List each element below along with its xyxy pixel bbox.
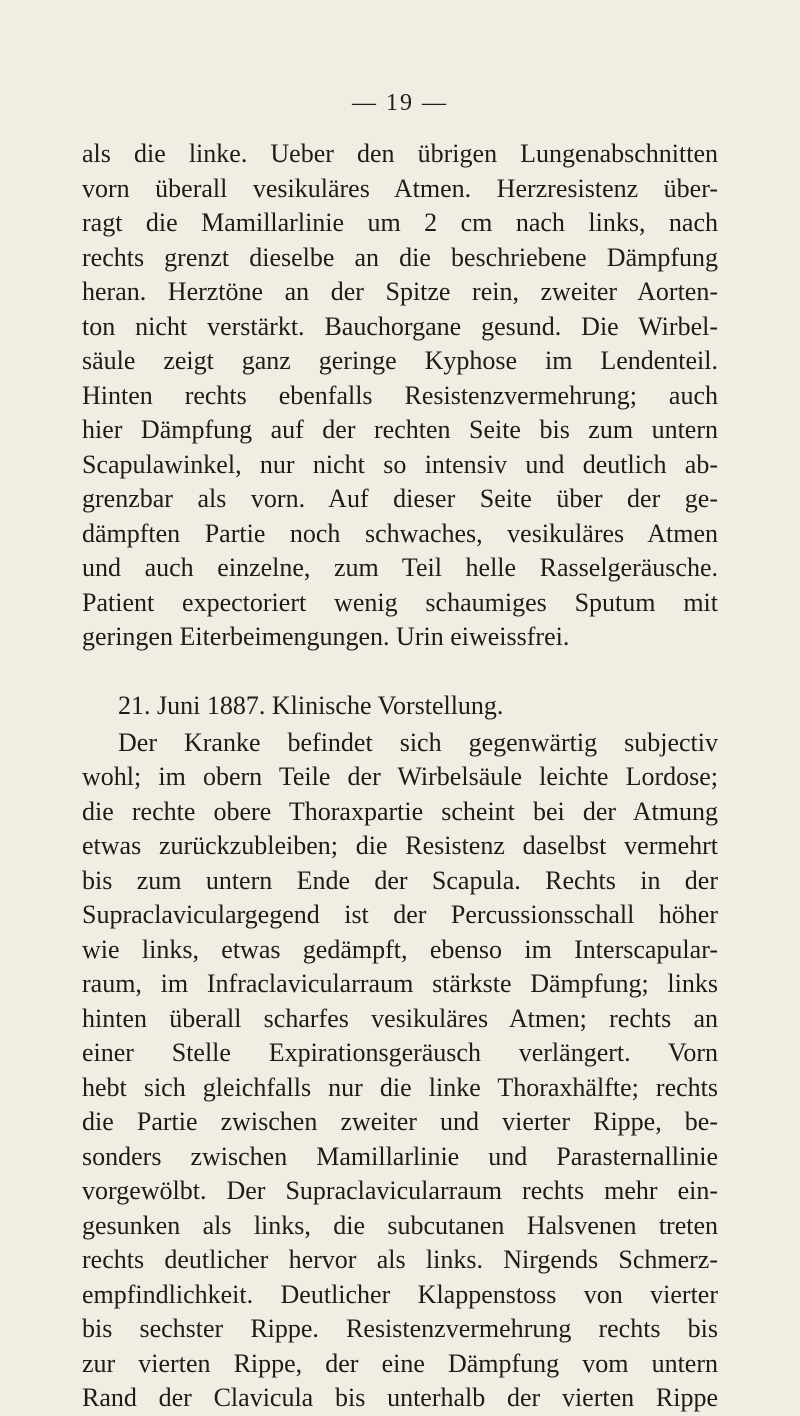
- text-line: Supraclaviculargegend ist der Percussionsschall höher: [82, 900, 718, 929]
- text-line: einer Stelle Expirationsgeräusch verlängert. Vorn: [82, 1038, 718, 1067]
- text-line: Scapulawinkel, nur nicht so intensiv und deutlich ab-: [82, 449, 718, 479]
- text-line: gesunken als links, die subcutanen Halsvenen treten: [82, 1210, 718, 1240]
- text-line: raum, im Infraclavicularraum stärkste Dämpfung; links: [82, 969, 718, 998]
- text-line: bis zum untern Ende der Scapula. Rechts in der: [82, 865, 718, 895]
- text-line: Hinten rechts ebenfalls Resistenzvermehrung; auch: [82, 380, 718, 410]
- text-line: empfindlichkeit. Deutlicher Klappenstoss von vierter: [82, 1279, 718, 1309]
- text-line: zur vierten Rippe, der eine Dämpfung vom untern: [82, 1348, 718, 1378]
- text-line: dämpften Partie noch schwaches, vesikuläres Atmen: [82, 518, 718, 548]
- text-line: die Partie zwischen zweiter und vierter Rippe, be-: [82, 1107, 718, 1136]
- text-line: säule zeigt ganz geringe Kyphose im Lendenteil.: [82, 346, 718, 375]
- text-line: und auch einzelne, zum Teil helle Rasselgeräusche.: [82, 553, 718, 582]
- text-line: die rechte obere Thoraxpartie scheint bei der Atmung: [82, 796, 718, 826]
- text-line: Rand der Clavicula bis unterhalb der vierten Rippe: [82, 1383, 718, 1412]
- text-line: hier Dämpfung auf der rechten Seite bis zum untern: [82, 415, 718, 444]
- text-line: rechts deutlicher hervor als links. Nirgends Schmerz-: [82, 1245, 718, 1274]
- text-line: vorgewölbt. Der Supraclavicularraum rechts mehr ein-: [82, 1176, 718, 1205]
- paragraph-continued: [82, 137, 718, 655]
- page-number: — 19 —: [352, 90, 448, 116]
- text-line: hinten überall scharfes vesikuläres Atmen; rechts an: [82, 1003, 718, 1033]
- text-line: rechts grenzt dieselbe an die beschriebene Dämpfung: [82, 242, 718, 272]
- text-line: vorn überall vesikuläres Atmen. Herzresistenz über-: [82, 173, 718, 203]
- section-clinical-presentation: [82, 689, 718, 1416]
- text-line: hebt sich gleichfalls nur die linke Thoraxhälfte; rechts: [82, 1072, 718, 1102]
- text-line: etwas zurückzubleiben; die Resistenz daselbst vermehrt: [82, 831, 718, 860]
- section-heading: 21. Juni 1887. Klinische Vorstellung.: [118, 691, 504, 720]
- text-line: ragt die Mamillarlinie um 2 cm nach links, nach: [82, 208, 718, 237]
- text-line: Der Kranke befindet sich gegenwärtig subjectiv: [118, 727, 718, 757]
- text-line: als die linke. Ueber den übrigen Lungenabschnitten: [82, 139, 718, 168]
- text-line: geringen Eiterbeimengungen. Urin eiweissfrei.: [82, 622, 570, 651]
- text-line: heran. Herztöne an der Spitze rein, zweiter Aorten-: [82, 277, 718, 306]
- text-line: wie links, etwas gedämpft, ebenso im Interscapular-: [82, 934, 718, 964]
- text-line: bis sechster Rippe. Resistenzvermehrung rechts bis: [82, 1314, 718, 1343]
- text-line: wohl; im obern Teile der Wirbelsäule leichte Lordose;: [82, 762, 718, 791]
- text-line: grenzbar als vorn. Auf dieser Seite über der ge-: [82, 484, 718, 513]
- text-line: sonders zwischen Mamillarlinie und Parasternallinie: [82, 1141, 718, 1171]
- text-line: ton nicht verstärkt. Bauchorgane gesund. Die Wirbel-: [82, 311, 718, 341]
- text-line: Patient expectoriert wenig schaumiges Sputum mit: [82, 587, 718, 617]
